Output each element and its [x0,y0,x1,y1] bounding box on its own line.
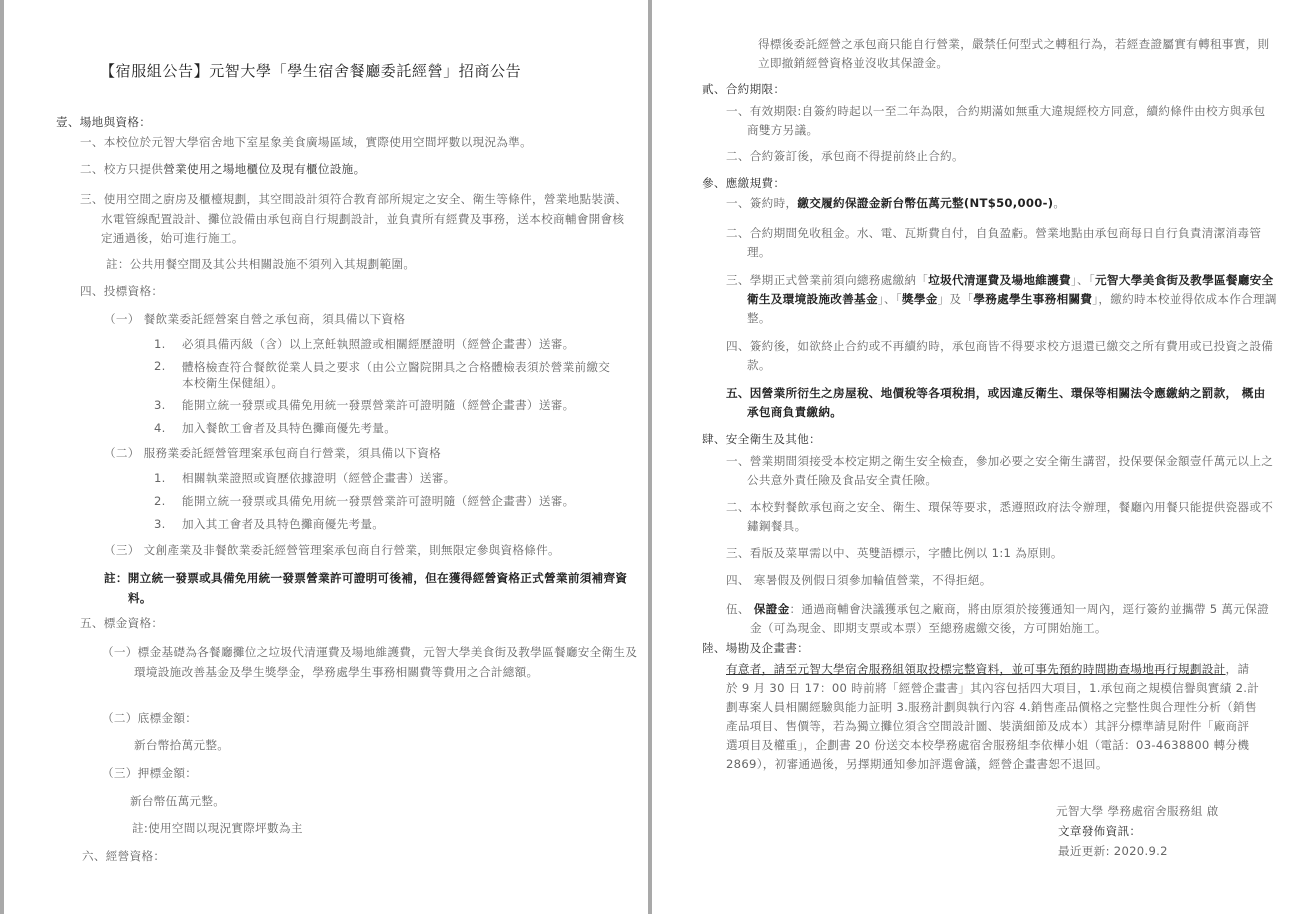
section-2-heading: 貳、合約期限： [702,82,786,96]
s4-item-3: 三、看版及菜單需以中、英雙語標示，字體比例以 1:1 為原則。 [726,546,1063,560]
document-page-right [652,0,1304,914]
section-3-heading: 參、應繳規費： [702,176,786,190]
list-number: 4. [154,421,166,435]
qualification-3: （三） 文創產業及非餐飲業委託經營管理案承包商自行營業，則無限定參與資格條件。 [104,543,560,557]
qualification-1: （一） 餐飲業委託經營案自營之承包商，須具備以下資格 [104,312,406,326]
section-5-heading: 陸、場勘及企畫書： [702,641,810,655]
deposit-note: 註:使用空間以現況實際坪數為主 [132,821,303,835]
s2-item-1: 一、有效期限:自簽約時起以一至二年為限，合約期滿如無重大違規經校方同意，續約條件由校方與承包商雙方另議。 [726,104,1266,137]
floor-bid-value: 新台幣拾萬元整。 [134,738,230,752]
s5-body: 有意者，請至元智大學宿舍服務組領取投標完整資料，並可事先預約時間勘查場地再行規劃設計，請於 9 月 30 日 17：00 時前將「經營企畫書」其內容包括四大項目，1.承包商之規模信譽與實績 2.計劃專案人員相關經驗與能力証明 3.服務計劃與執行內容 4.銷售產品價格之完整性與合理性分析（銷售產品項目、售價等，若為獨立攤位須含空間設計圖、裝潢細節及成本）其評分標準請見附件「廠商評選項目及權重」，企劃書 20 份送交本校學務處宿舍服務組李依樺小姐（電話：03-4638800 轉分機 2869），初審通過後，另擇期通知參加評選會議，經營企畫書恕不退回。 [726,662,1260,771]
section-1-heading: 壹、場地與資格： [56,115,152,129]
s4-item-1: 一、營業期間須接受本校定期之衛生安全檢查，參加必要之安全衛生講習，投保要保金額壹仟萬元以上之公共意外責任險及食品安全責任險。 [726,454,1274,487]
q1-item-1: 必須具備丙級（含）以上烹飪執照證或相關經歷證明（經營企畫書）送審。 [182,337,575,351]
list-number: 3. [154,517,166,531]
list-number: 2. [154,494,166,508]
last-updated: 最近更新: 2020.9.2 [1058,844,1168,858]
s3-item-5: 五、因營業所衍生之房屋稅、地價稅等各項稅捐，或因違反衛生、環保等相關法令應繳納之罰款， 概由承包商負責繳納。 [726,386,1266,419]
qualification-2: （二） 服務業委託經營管理案承包商自行營業，須具備以下資格 [104,446,442,460]
section-4-heading: 肆、安全衛生及其他： [702,432,821,446]
s4-item-4: 四、 寒暑假及例假日須參加輪值營業，不得拒絕。 [726,573,992,587]
list-number: 1. [154,471,166,485]
s1-note-2: 註：開立統一發票或具備免用統一發票營業許可證明可後補，但在獲得經營資格正式營業前須補齊資料。 [104,571,628,605]
s2-item-2: 二、合約簽訂後，承包商不得提前終止合約。 [726,149,964,163]
list-number: 1. [154,337,166,351]
s4-item-5: 伍、 保證金：通過商輔會決議獲承包之廠商，將由原須於接獲通知一周內，逕行簽約並攜帶 5 萬元保證金（可為現金、即期支票或本票）至總務處繳交後，方可開始施工。 [726,602,1269,635]
q2-item-2: 能開立統一發票或具備免用統一發票營業許可證明隨（經營企畫書）送審。 [182,494,575,508]
s1-item-2: 二、校方只提供營業使用之場地櫃位及現有櫃位設施。 [80,162,366,176]
floor-bid-label: （二）底標金額： [102,711,198,725]
q1-item-2: 體格檢查符合餐飲從業人員之要求（由公立醫院開具之合格體檢表須於營業前繳交本校衛生保健組）。 [182,360,611,390]
s4-item-2: 二、本校對餐飲承包商之安全、衛生、環保等要求，悉遵照政府法令辦理，餐廳內用餐只能提供瓷器或不鏽鋼餐具。 [726,500,1274,533]
list-number: 2. [154,359,166,373]
s1-item-4: 四、投標資格： [80,284,164,298]
s1-item-1: 一、本校位於元智大學宿舍地下室星象美食廣場區域，實際使用空間坪數以現況為準。 [80,135,532,149]
signature: 元智大學 學務處宿舍服務組 啟 [1056,804,1219,818]
s1-item-5: 五、標金資格： [80,616,164,630]
q2-item-3: 加入其工會者及具特色攤商優先考量。 [182,517,385,531]
page-title: 【宿服組公告】元智大學「學生宿舍餐廳委託經營」招商公告 [100,62,522,80]
list-number: 3. [154,398,166,412]
s1-note: 註：公共用餐空間及其公共相關設施不須列入其規劃範圍。 [106,257,416,271]
s3-item-2: 二、合約期間免收租金。水、電、瓦斯費自付，自負盈虧。營業地點由承包商每日自行負責清潔消毒管理。 [726,226,1262,259]
s3-item-3: 三、學期正式營業前須向總務處繳納「垃圾代清運費及場地維護費」、「元智大學美食街及教學區餐廳安全衛生及環境設施改善基金」、「獎學金」及「學務處學生事務相關費」，繳約時本校並得依成本作合理調整。 [726,273,1277,325]
q1-item-4: 加入餐飲工會者及具特色攤商優先考量。 [182,421,397,435]
operation-qualification-cont: 得標後委託經營之承包商只能自行營業，嚴禁任何型式之轉租行為，若經查證屬實有轉租事實，則立即撤銷經營資格並沒收其保證金。 [758,37,1270,70]
q2-item-1: 相關執業證照或資歷依據證明（經營企畫書）送審。 [182,471,456,485]
bid-basis: （一）標金基礎為各餐廳攤位之垃圾代清運費及場地維護費，元智大學美食街及教學區餐廳安全衛生及環境設施改善基金及學生獎學金，學務處學生事務相關費等費用之合計總額。 [102,645,638,679]
deposit-label: （三）押標金額： [102,766,198,780]
document-page-left [4,0,648,914]
s3-item-1: 一、簽約時，繳交履約保證金新台幣伍萬元整(NT$50,000-)。 [726,196,1066,210]
s1-item-3: 三、使用空間之廚房及櫃檯規劃，其空間設計須符合教育部所規定之安全、衛生等條件，營業地點裝潢、水電管線配置設計、攤位設備由承包商自行規劃設計，並負責所有經費及事務，送本校商輔會開會核定通過後，始可進行施工。 [80,192,628,245]
q1-item-3: 能開立統一發票或具備免用統一發票營業許可證明隨（經營企畫書）送審。 [182,398,575,412]
s3-item-4: 四、簽約後，如欲終止合約或不再續約時，承包商皆不得要求校方退還已繳交之所有費用或已投資之設備款。 [726,339,1274,372]
s1-item-6: 六、經營資格： [82,849,166,863]
publish-info-label: 文章發佈資訊： [1058,824,1142,838]
deposit-value: 新台幣伍萬元整。 [130,794,226,808]
